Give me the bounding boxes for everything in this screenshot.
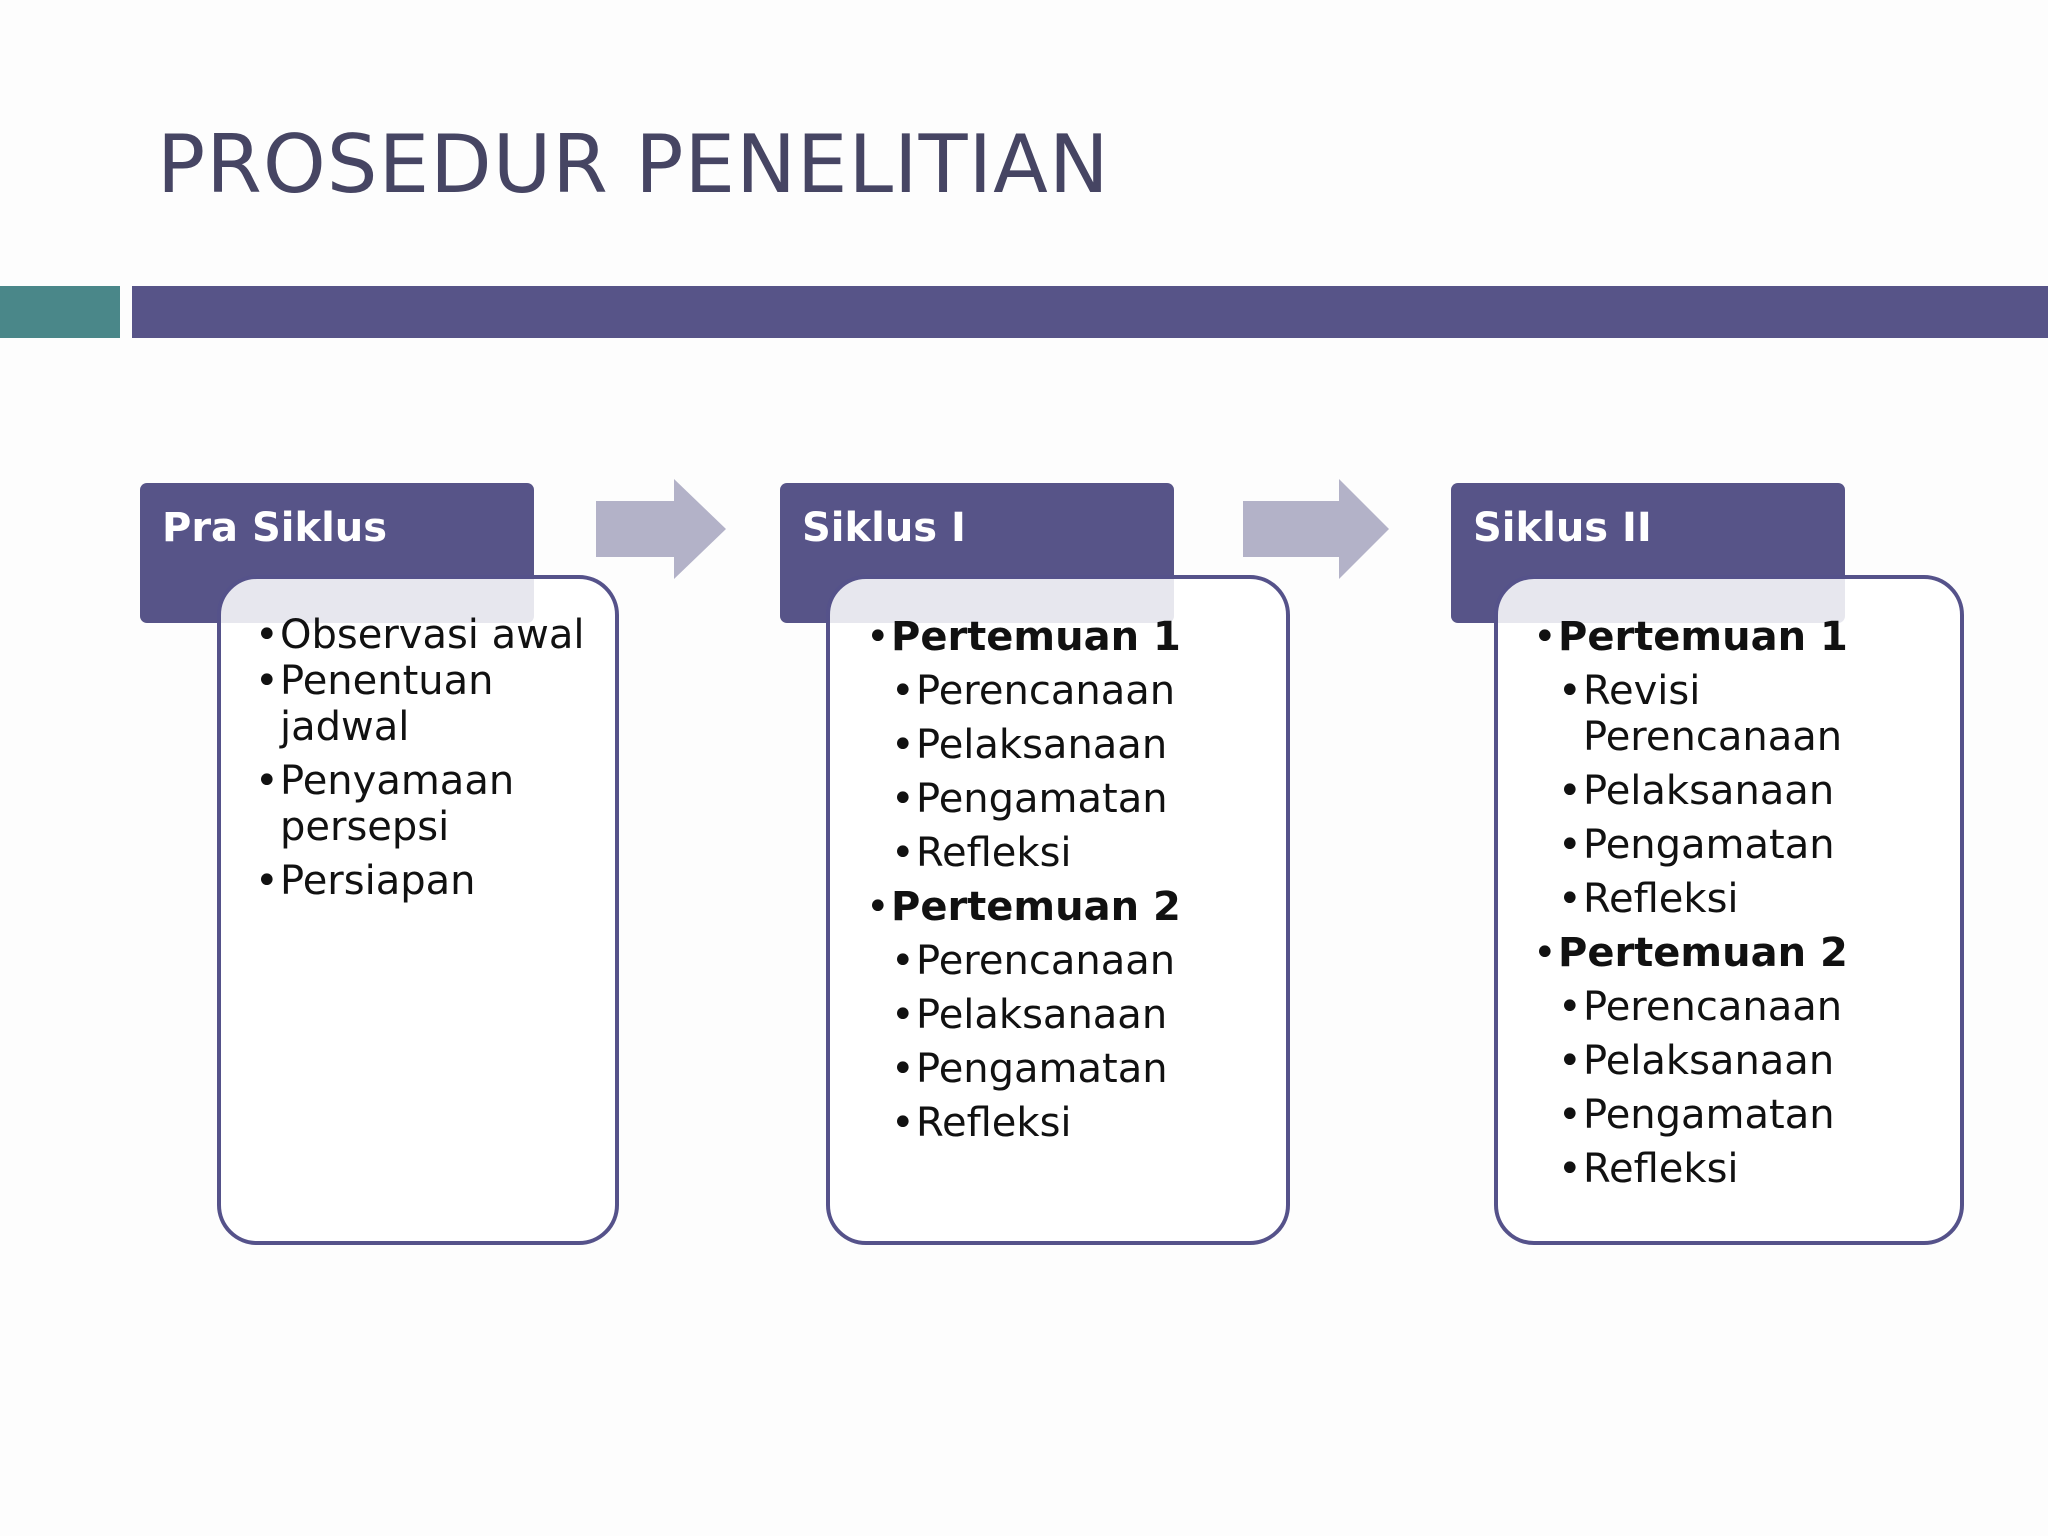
siklus-2-list <box>1533 614 1913 1192</box>
list-item: • Perencanaan <box>866 668 1266 714</box>
list-item: • Refleksi <box>1533 1146 1913 1192</box>
list-item: • Refleksi <box>866 830 1266 876</box>
list-item: • Refleksi <box>866 1100 1266 1146</box>
list-item: • Pelaksanaan <box>866 722 1266 768</box>
arrow-right-icon <box>1243 479 1389 579</box>
title-accent-bar-purple <box>132 286 2048 338</box>
meeting-label: • Pertemuan 2 <box>866 884 1266 930</box>
list-item: • Persiapan <box>255 858 585 904</box>
list-item: • Observasi awal <box>255 612 585 658</box>
pra-siklus-title: Pra Siklus <box>162 505 388 551</box>
list-item: • Penentuan jadwal <box>255 658 585 750</box>
title-accent-bar-teal <box>0 286 120 338</box>
meeting-label: • Pertemuan 1 <box>866 614 1266 660</box>
siklus-1-title: Siklus I <box>802 505 966 551</box>
list-item: • Pengamatan <box>1533 822 1913 868</box>
meeting-label: • Pertemuan 2 <box>1533 930 1913 976</box>
list-item: • Pengamatan <box>1533 1092 1913 1138</box>
list-item: • Pengamatan <box>866 776 1266 822</box>
list-item: • Refleksi <box>1533 876 1913 922</box>
list-item: • Revisi Perencanaan <box>1533 668 1863 760</box>
list-item: • Pelaksanaan <box>866 992 1266 1038</box>
meeting-label: • Pertemuan 1 <box>1533 614 1913 660</box>
list-item: • Penyamaan persepsi <box>255 758 585 850</box>
arrow-right-icon <box>596 479 726 579</box>
slide-title: PROSEDUR PENELITIAN <box>157 118 1110 211</box>
list-item: • Pelaksanaan <box>1533 768 1913 814</box>
list-item: • Perencanaan <box>1533 984 1913 1030</box>
list-item: • Perencanaan <box>866 938 1266 984</box>
pra-siklus-list <box>255 612 585 904</box>
siklus-2-title: Siklus II <box>1473 505 1652 551</box>
list-item: • Pengamatan <box>866 1046 1266 1092</box>
siklus-1-list <box>866 614 1266 1146</box>
list-item: • Pelaksanaan <box>1533 1038 1913 1084</box>
